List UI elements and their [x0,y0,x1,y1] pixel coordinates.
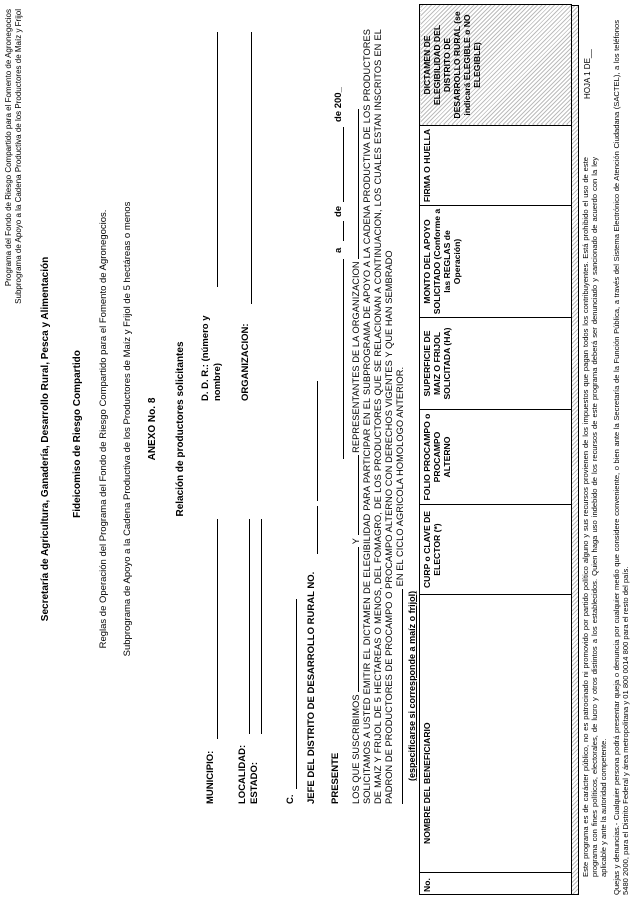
subscriber-1-field[interactable] [358,547,359,692]
organization-name-field[interactable] [358,109,359,259]
localidad-label [237,734,261,804]
page-count: HOJA 1 DE__ [583,49,592,99]
subscribers-line [351,29,362,804]
ddr-field[interactable] [217,32,218,287]
producers-table [419,4,572,895]
municipio-field[interactable] [217,519,218,739]
running-header [4,9,24,419]
ministry-title: Secretaría de Agricultura, Ganadería, Desarrollo Rural, Pesca y Alimentación [40,256,51,622]
col-curp: CURP o CLAVE DE ELECTOR (*) [420,505,572,595]
col-beneficiary: NOMBRE DEL BENEFICIARIO [420,595,572,873]
distrito-name-field[interactable] [317,381,318,501]
c-label: C. [285,794,296,804]
jefe-label: JEFE DEL DISTRITO DE DESARROLLO RURAL NO. [306,571,317,804]
month-field[interactable] [343,127,344,202]
subscriber-2-field[interactable] [358,456,359,536]
ddr-label: D. D. R.: (número y nombre) [200,315,223,401]
presente-label: PRESENTE [330,752,341,804]
distrito-number-field[interactable] [317,506,318,554]
relation-title: Relación de productores solicitantes [175,341,186,517]
table-header-row [420,5,572,895]
estado-text: ESTADO: [249,761,260,804]
localidad-field[interactable] [249,519,250,734]
organizacion-label: ORGANIZACION: [240,323,251,401]
date-de: de [333,205,344,217]
subscribers-and: Y [351,538,361,545]
col-no: No. [420,873,572,895]
municipio-label: MUNICIPIO: [205,750,216,804]
last-line [395,244,406,804]
col-dictamen: DICTAMEN DE ELEGIBILIDAD DEL DISTRITO DE DESARROLLO RURAL (se indicará ELEGIBLE o NO ELEGIBLE) [420,5,572,126]
header-line-1: Programa del Fondo de Riesgo Compartido para el Fomento de Agronegocios [4,9,13,287]
complaints-notice: Quejas y denuncias.- Cualquier persona podrá presentar queja o denuncia por cualquier medio que considere conveniente, o bien ante la Secretaría de la Función Pública, a través del Sistema Electrónico de Atención Ciudadana (SACTEL), a los teléfonos 5480 2000, para el Distrito Federal y área metropolitana y 01 800 0014 800 para el resto del país. [612,20,630,895]
rules-title: Reglas de Operación del Programa del Fondo de Riesgo Compartido para el Fomento de Agronegocios. [98,209,109,649]
date-year: de 200_ [333,87,344,122]
localidad-text: LOCALIDAD: [237,744,248,804]
crop-specify-note: (especificarse si corresponde a maíz o frijol) [407,590,417,781]
legal-notice: Este programa es de carácter público, no es patrocinado ni promovido por partido político alguno y sus recursos provienen de los impuestos que pagan todos los contribuyentes. Está prohibido el uso de este programa con fines políticos, electorales, de lucro y otros distintos a los establecidos. Quien haga uso indebido de los recursos de este programa deberá ser denunciado y sancionado de acuerdo con la ley aplicable y ante la autoridad competente. [581,157,608,877]
request-paragraph: SOLICITAMOS A USTED EMITIR EL DICTAMEN DE ELEGIBILIDAD PARA PARTICIPAR EN EL SUBPROGRAMA DE APOYO A LA CADENA PRODUCTIVA DE LOS PRODUCTORES DE MAIZ Y FRIJOL DE 5 HECTAREAS O MENOS, DEL FOMAGRO, DE LOS PRODUCTORES QUE SE RELACIONAN A CONTINUACION, LOS CUALES ESTAN INSCRITOS EN EL PADRON DE PRODUCTORES DE PROCAMPO O PROCAMPO ALTERNO CON DERECHOS VIGENTES Y QUE HAN SEMBRADO [362,29,394,804]
col-firma: FIRMA O HUELLA [420,126,572,206]
representatives-text: REPRESENTANTES DE LA ORGANIZACION [351,261,361,453]
organizacion-field[interactable] [251,32,252,304]
date-a: a [333,247,344,253]
col-folio: FOLIO PROCAMPO o PROCAMPO ALTERNO [420,410,572,505]
col-monto: MONTO DEL APOYO SOLICITADO (Conforme a las REGLAS de Operación) [420,206,572,318]
annex-number: ANEXO No. 8 [147,397,158,461]
last-line-text: EN EL CICLO AGRICOLA HOMOLOGO ANTERIOR. [395,366,405,587]
day-field[interactable] [343,221,344,241]
place-field[interactable] [343,259,344,459]
header-line-2: Subprograma de Apoyo a la Cadena Productiva de los Productores de Maíz y Frijol [14,9,23,304]
estado-field[interactable] [261,519,262,734]
table-shaded-row [571,5,579,895]
c-field[interactable] [296,599,297,789]
subscribers-text: LOS QUE SUSCRIBIMOS [351,694,361,804]
col-superficie: SUPERFICIE DE MAIZ O FRIJOL SOLICITADA (HA) [420,318,572,410]
crop-field[interactable] [402,589,403,804]
subprogram-title: Subprograma de Apoyo a la Cadena Productiva de los Productores de Maíz y Frijol de 5 hectáreas o menos [122,201,133,657]
trust-title: Fideicomiso de Riesgo Compartido [72,350,83,518]
